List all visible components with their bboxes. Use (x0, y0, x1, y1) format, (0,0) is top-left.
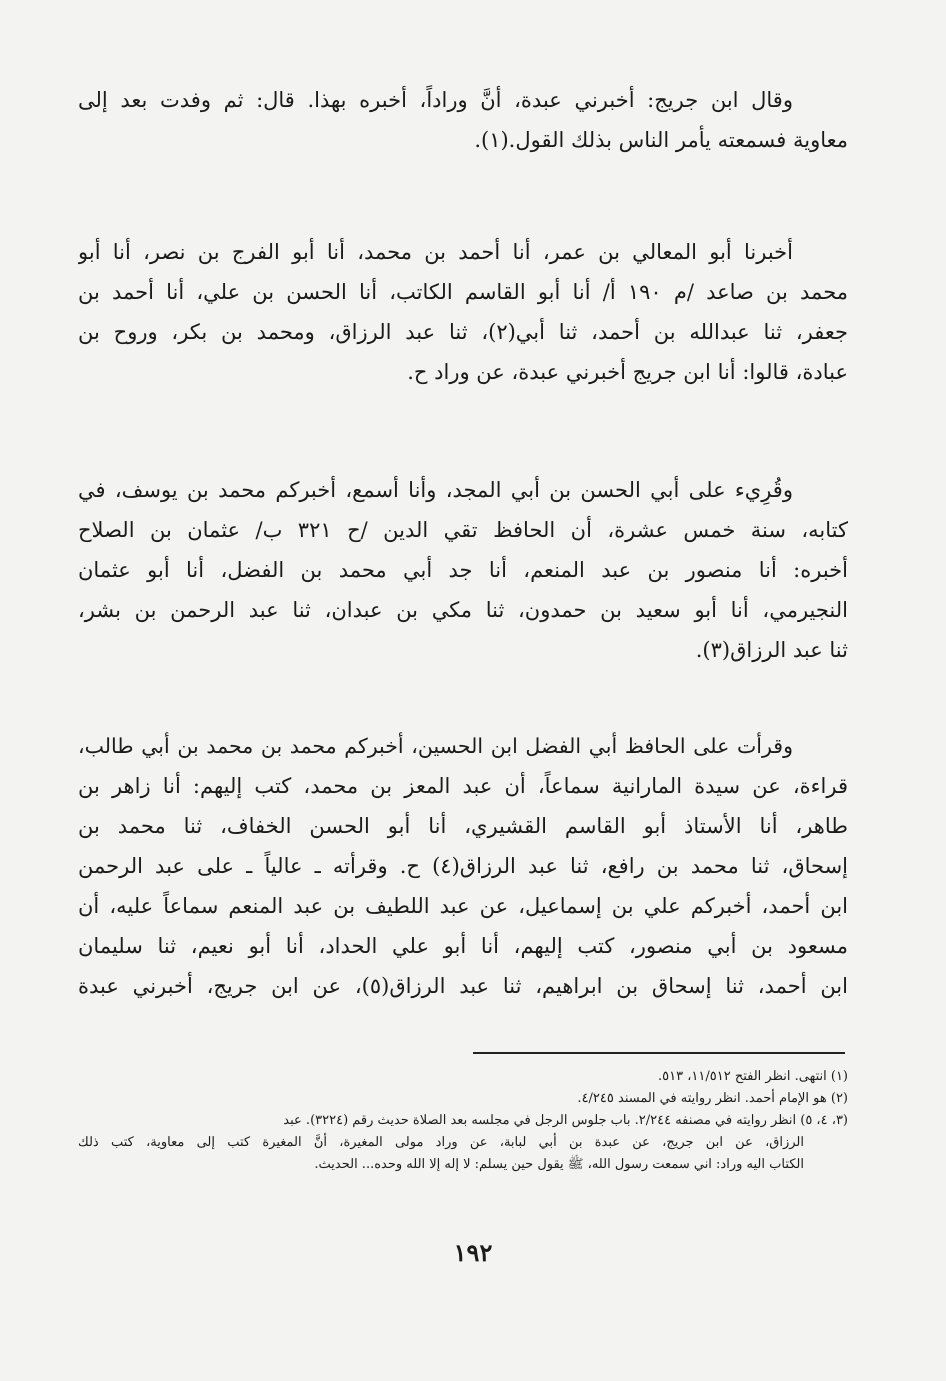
text-line: أخبرنا أبو المعالي بن عمر، أنا أحمد بن محمد، أنا أبو الفرج بن نصر، أنا أبو (78, 240, 793, 264)
text-line: النجيرمي، أنا أبو سعيد بن حمدون، ثنا مكي بن عبدان، ثنا عبد الرحمن بن بشر، (78, 598, 848, 622)
text-line: عبادة، قالوا: أنا ابن جريج أخبرني عبدة، عن وراد ح. (407, 360, 848, 384)
footnote-1: (١) انتهى. انظر الفتح ١١/٥١٢، ٥١٣. (657, 1069, 848, 1084)
footnote-3-continued: الرزاق، عن ابن جريج، عن عبدة بن أبي لبابة، عن وراد مولى المغيرة، أنَّ المغيرة كتب إلى معاوية، كتب ذلك (78, 1135, 804, 1150)
text-line: جعفر، ثنا عبدالله بن أحمد، ثنا أبي(٢)، ثنا عبد الرزاق، ومحمد بن بكر، وروح بن (78, 320, 848, 344)
page-number: ١٩٢ (453, 1238, 493, 1267)
text-line: أخبره: أنا منصور بن عبد المنعم، أنا جد أبي محمد بن الفضل، أنا أبو عثمان (78, 558, 848, 582)
text-line: وقال ابن جريج: أخبرني عبدة، أنَّ وراداً، أخبره بهذا. قال: ثم وفدت بعد إلى (78, 88, 793, 112)
text-line: وقرأت على الحافظ أبي الفضل ابن الحسين، أخبركم محمد بن محمد بن أبي طالب، (78, 734, 793, 758)
text-line: معاوية فسمعته يأمر الناس بذلك القول.(١). (474, 128, 848, 152)
text-line: إسحاق، ثنا محمد بن رافع، ثنا عبد الرزاق(٤) ح. وقرأته ـ عالياً ـ على عبد الرحمن (78, 854, 848, 878)
text-line: طاهر، أنا الأستاذ أبو القاسم القشيري، أنا أبو الحسن الخفاف، ثنا محمد بن (78, 814, 848, 838)
text-line: وقُرِيء على أبي الحسن بن أبي المجد، وأنا أسمع، أخبركم محمد بن يوسف، في (78, 478, 793, 502)
text-line: محمد بن صاعد /م ١٩٠ أ/ أنا أبو القاسم الكاتب، أنا الحسن بن علي، أنا أحمد بن (78, 280, 848, 304)
paragraph-2 (78, 232, 848, 392)
text-line: ابن أحمد، ثنا إسحاق بن ابراهيم، ثنا عبد الرزاق(٥)، عن ابن جريج، أخبرني عبدة (78, 974, 848, 998)
text-line: قراءة، عن سيدة المارانية سماعاً، أن عبد المعز بن محمد، كتب إليهم: أنا زاهر بن (78, 774, 848, 798)
footnote-3: (٣، ٤، ٥) انظر روايته في مصنفه ٢/٢٤٤. باب جلوس الرجل في مجلسه بعد الصلاة حديث رقم (٣٢٢٤). عبد (283, 1113, 848, 1128)
footnote-3-continued: الكتاب اليه وراد: اني سمعت رسول الله، ﷺ يقول حين يسلم: لا إله إلا الله وحده... الحديث. (314, 1157, 804, 1172)
text-line: ثنا عبد الرزاق(٣). (695, 638, 848, 662)
footnote-2: (٢) هو الإمام أحمد. انظر روايته في المسند ٤/٢٤٥. (577, 1091, 848, 1106)
paragraph-3 (78, 470, 848, 670)
paragraph-4 (78, 726, 848, 1006)
footnote-separator (473, 1052, 845, 1054)
paragraph-1 (78, 80, 848, 160)
text-line: مسعود بن أبي منصور، كتب إليهم، أنا أبو علي الحداد، أنا أبو نعيم، ثنا سليمان (78, 934, 848, 958)
text-line: ابن أحمد، أخبركم علي بن إسماعيل، عن عبد اللطيف بن عبد المنعم سماعاً عليه، أن (78, 894, 848, 918)
footnotes (78, 1066, 848, 1176)
text-line: كتابه، سنة خمس عشرة، أن الحافظ تقي الدين /ح ٣٢١ ب/ عثمان بن الصلاح (78, 518, 848, 542)
